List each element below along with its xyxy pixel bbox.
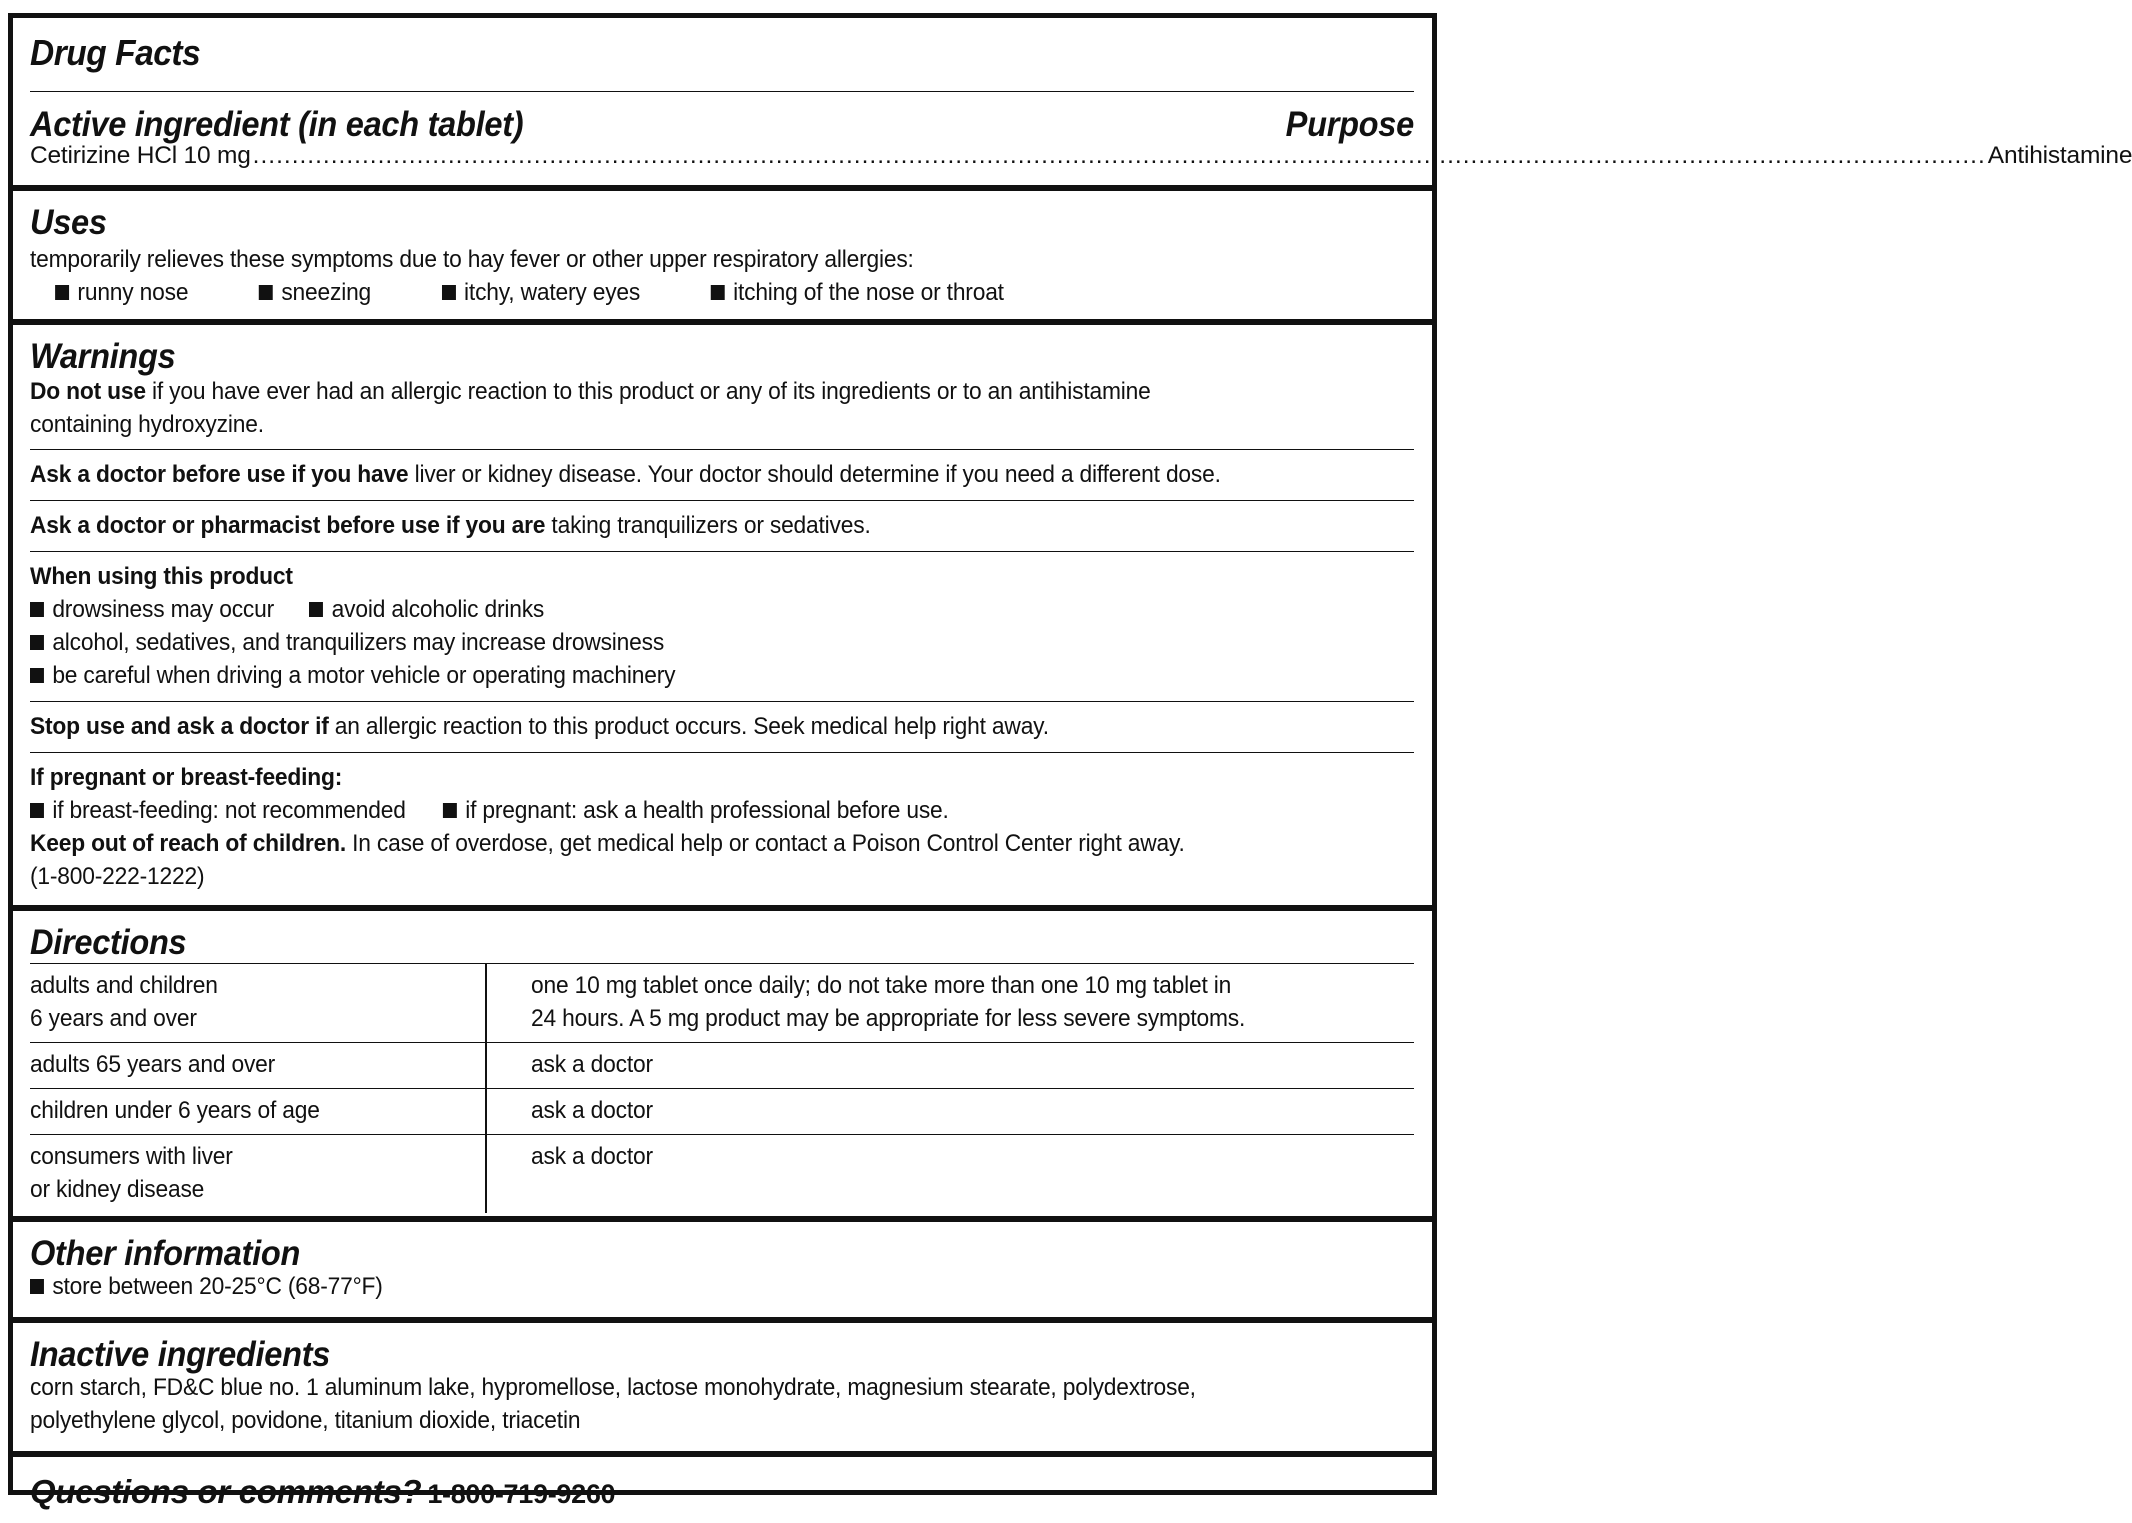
directions-heading: Directions xyxy=(30,923,187,962)
questions-phone: 1-800-719-9260 xyxy=(427,1479,616,1509)
bullet-square-icon xyxy=(309,602,323,617)
when-using-line-2: alcohol, sedatives, and tranquilizers may increase drowsiness xyxy=(30,626,1317,659)
directions-heading-row xyxy=(30,911,1414,963)
inactive-heading-row xyxy=(30,1323,1414,1374)
other-info-heading-row xyxy=(30,1222,1414,1273)
bullet-square-icon xyxy=(30,602,44,617)
warnings-heading-row xyxy=(30,325,1414,375)
leader-dots: .............................................................................................................................................................................................................................. xyxy=(252,142,1986,169)
stop-use-block xyxy=(30,702,1414,752)
table-cell-who: adults 65 years and over xyxy=(30,1043,486,1089)
pregnancy-block xyxy=(30,753,1414,905)
questions-heading: Questions or comments? xyxy=(30,1473,422,1510)
bullet-square-icon xyxy=(55,285,69,300)
uses-heading: Uses xyxy=(30,203,107,242)
list-item: itching of the nose or throat xyxy=(711,276,1039,309)
uses-intro: temporarily relieves these symptoms due to hay fever or other upper respiratory allergies: xyxy=(30,246,914,273)
stop-use-line: Stop use and ask a doctor if an allergic reaction to this product occurs. Seek medical help right away. xyxy=(30,713,1049,740)
warnings-heading: Warnings xyxy=(30,337,176,376)
inactive-line-2: polyethylene glycol, povidone, titanium dioxide, triacetin xyxy=(30,1407,581,1434)
ask-pharmacist-line: Ask a doctor or pharmacist before use if you are taking tranquilizers or sedatives. xyxy=(30,512,871,539)
do-not-use-block xyxy=(30,375,1414,449)
bullet-square-icon xyxy=(30,1279,44,1294)
drug-facts-title: Drug Facts xyxy=(30,32,201,73)
purpose-heading: Purpose xyxy=(1285,105,1414,144)
drug-facts-panel xyxy=(8,13,2132,1510)
table-cell-dose: ask a doctor xyxy=(486,1089,1414,1135)
list-item: runny nose xyxy=(55,276,224,309)
uses-list xyxy=(30,276,1317,309)
ask-pharmacist-block xyxy=(30,501,1414,551)
questions-row xyxy=(30,1457,1414,1510)
when-using-heading: When using this product xyxy=(30,563,293,590)
do-not-use-line-2: containing hydroxyzine. xyxy=(30,411,264,438)
when-using-line-3: be careful when driving a motor vehicle or operating machinery xyxy=(30,659,1317,692)
table-cell-dose: ask a doctor xyxy=(486,1043,1414,1089)
active-ingredient-row xyxy=(30,142,2132,175)
list-item: sneezing xyxy=(259,276,406,309)
bullet-square-icon xyxy=(442,285,456,300)
table-cell-dose: ask a doctor xyxy=(486,1135,1414,1214)
table-row xyxy=(30,1135,1414,1214)
ingredient-name: Cetirizine HCl 10 mg xyxy=(30,142,251,169)
table-cell-dose: one 10 mg tablet once daily; do not take more than one 10 mg tablet in 24 hours. A 5 mg product may be appropriate for less severe symptoms. xyxy=(531,972,1246,1032)
inactive-heading: Inactive ingredients xyxy=(30,1335,331,1374)
bullet-square-icon xyxy=(30,803,44,818)
bullet-square-icon xyxy=(30,635,44,650)
bullet-square-icon xyxy=(259,285,273,300)
table-row xyxy=(30,1089,1414,1135)
keep-out-line: Keep out of reach of children. In case of overdose, get medical help or contact a Poison Control Center right away. xyxy=(30,830,1185,857)
ask-doctor-line: Ask a doctor before use if you have liver or kidney disease. Your doctor should determine if you need a different dose. xyxy=(30,461,1221,488)
active-ingredient-heading: Active ingredient (in each tablet) xyxy=(30,105,524,144)
pregnancy-heading: If pregnant or breast-feeding: xyxy=(30,764,343,791)
when-using-line-1: drowsiness may occur avoid alcoholic drinks xyxy=(30,593,1317,626)
ingredient-purpose: Antihistamine xyxy=(1987,142,2132,169)
bullet-square-icon xyxy=(711,285,725,300)
do-not-use-line: Do not use if you have ever had an allergic reaction to this product or any of its ingredients or to an antihistamine xyxy=(30,378,1151,405)
poison-control-phone: (1-800-222-1222) xyxy=(30,863,205,890)
inactive-line-1: corn starch, FD&C blue no. 1 aluminum lake, hypromellose, lactose monohydrate, magnesium stearate, polydextrose, xyxy=(30,1374,1196,1401)
bullet-square-icon xyxy=(443,803,457,818)
ask-doctor-block xyxy=(30,450,1414,500)
storage-line: store between 20-25°C (68-77°F) xyxy=(30,1270,1317,1303)
bullet-square-icon xyxy=(30,668,44,683)
other-info-heading: Other information xyxy=(30,1234,301,1273)
table-row xyxy=(30,964,1414,1043)
drug-facts-title-row xyxy=(30,18,1414,91)
table-cell-who: adults and children 6 years and over xyxy=(30,964,486,1043)
table-cell-who: children under 6 years of age xyxy=(30,1089,486,1135)
table-row xyxy=(30,1043,1414,1089)
table-cell-who: consumers with liver or kidney disease xyxy=(30,1135,486,1214)
active-ingredient-header xyxy=(30,92,1414,142)
when-using-block xyxy=(30,552,1414,701)
pregnancy-line: if breast-feeding: not recommended if pregnant: ask a health professional before use. xyxy=(30,794,1317,827)
directions-table xyxy=(30,964,1414,1213)
uses-heading-row xyxy=(30,191,1414,243)
list-item: itchy, watery eyes xyxy=(442,276,676,309)
